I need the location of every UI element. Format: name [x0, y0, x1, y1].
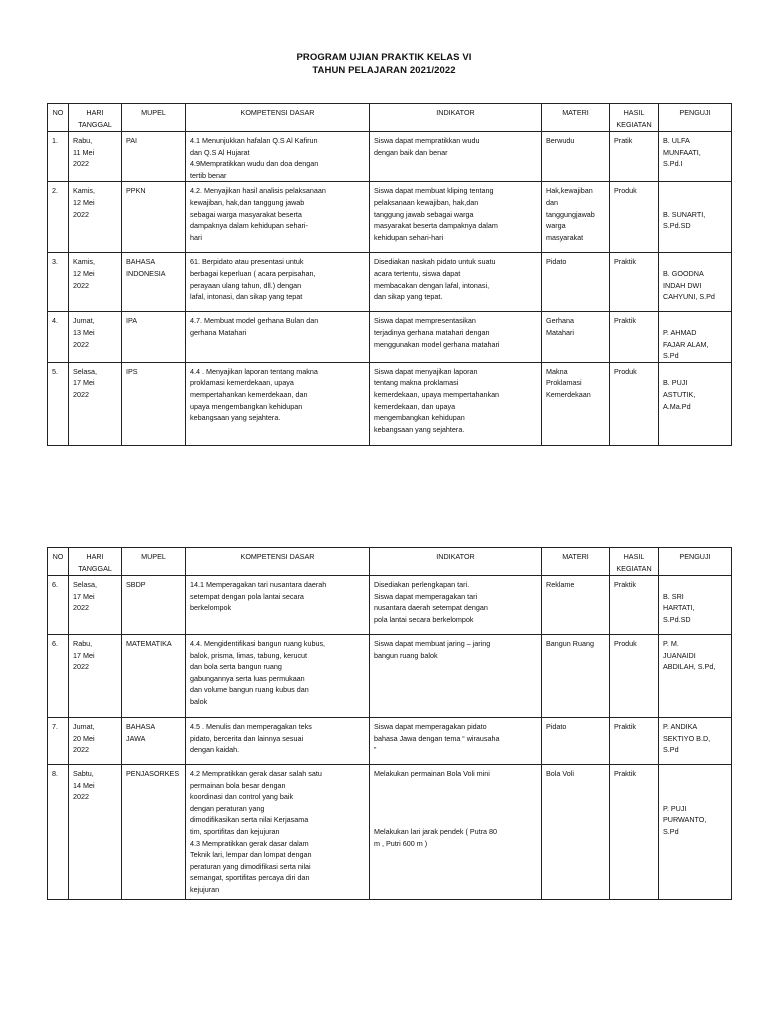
cell-hasil: Pratik	[610, 132, 659, 182]
cell-materi: Reklame	[542, 576, 610, 635]
cell-penguji: B. SRI HARTATI, S.Pd.SD	[659, 576, 732, 635]
cell-hasil: Praktik	[610, 718, 659, 765]
table-row	[48, 132, 732, 182]
cell-mupel: BAHASA INDONESIA	[122, 253, 186, 312]
cell-penguji: B. ULFA MUNFAATI, S.Pd.I	[659, 132, 732, 182]
cell-penguji: P. ANDIKA SEKTIYO B.D, S.Pd	[659, 718, 732, 765]
table-row	[48, 765, 732, 900]
cell-indikator: Disediakan naskah pidato untuk suatu acara tertentu, siswa dapat membacakan dengan lafal, intonasi, dan sikap yang tepat.	[370, 253, 542, 312]
cell-materi: Berwudu	[542, 132, 610, 182]
cell-hari: Selasa, 17 Mei 2022	[69, 576, 122, 635]
table-row	[48, 718, 732, 765]
cell-indikator: Melakukan permainan Bola Voli mini Melakukan lari jarak pendek ( Putra 80 m , Putri 600 m )	[370, 765, 542, 900]
table-row	[48, 635, 732, 718]
cell-materi: Pidato	[542, 253, 610, 312]
header-kompetensi-dasar: KOMPETENSI DASAR	[186, 548, 370, 576]
table-row	[48, 182, 732, 253]
cell-no: 2.	[48, 182, 69, 253]
header-penguji: PENGUJI	[659, 548, 732, 576]
cell-hasil: Praktik	[610, 576, 659, 635]
cell-hasil: Produk	[610, 362, 659, 445]
cell-hari: Rabu, 11 Mei 2022	[69, 132, 122, 182]
cell-materi: Pidato	[542, 718, 610, 765]
cell-materi: Hak,kewajiban dan tanggungjawab warga masyarakat	[542, 182, 610, 253]
cell-no: 7.	[48, 718, 69, 765]
schedule-table-2	[47, 547, 732, 900]
cell-no: 5.	[48, 362, 69, 445]
cell-indikator: Siswa dapat membuat jaring – jaring bangun ruang balok	[370, 635, 542, 718]
cell-indikator: Siswa dapat memperagakan pidato bahasa Jawa dengan tema “ wirausaha ”	[370, 718, 542, 765]
header-indikator: INDIKATOR	[370, 104, 542, 132]
header-no: NO	[48, 104, 69, 132]
header-no: NO	[48, 548, 69, 576]
cell-no: 8.	[48, 765, 69, 900]
cell-mupel: IPA	[122, 312, 186, 362]
header-indikator: INDIKATOR	[370, 548, 542, 576]
document-subtitle: TAHUN PELAJARAN 2021/2022	[312, 65, 456, 76]
table-row	[48, 253, 732, 312]
cell-kd: 4.4. Mengidentifikasi bangun ruang kubus, balok, prisma, limas, tabung, kerucut dan bola serta bangun ruang gabungannya serta luas permukaan dan volume bangun ruang kubus dan balok	[186, 635, 370, 718]
cell-indikator: Siswa dapat menyajikan laporan tentang makna proklamasi kemerdekaan, upaya mempertahankan kemerdekaan, dan upaya mengembangkan kehidupan kebangsaan yang sejahtera.	[370, 362, 542, 445]
cell-hasil: Produk	[610, 182, 659, 253]
cell-hari: Selasa, 17 Mei 2022	[69, 362, 122, 445]
header-hasil-kegiatan: HASIL KEGIATAN	[610, 548, 659, 576]
table-header-row	[48, 548, 732, 576]
cell-mupel: SBDP	[122, 576, 186, 635]
cell-indikator: Siswa dapat mempresentasikan terjadinya gerhana matahari dengan menggunakan model gerhana matahari	[370, 312, 542, 362]
cell-hari: Sabtu, 14 Mei 2022	[69, 765, 122, 900]
cell-hari: Jumat, 13 Mei 2022	[69, 312, 122, 362]
cell-penguji: B. SUNARTI, S.Pd.SD	[659, 182, 732, 253]
cell-hasil: Praktik	[610, 253, 659, 312]
cell-indikator: Disediakan perlengkapan tari. Siswa dapat memperagakan tari nusantara daerah setempat dengan pola lantai secara berkelompok	[370, 576, 542, 635]
cell-kd: 4.2 Mempratikkan gerak dasar salah satu permainan bola besar dengan koordinasi dan control yang baik dengan peraturan yang dimodifikasikan serta nilai Kerjasama tim, sportifitas dan kejujuran 4.3 Mempratikkan gerak dasar dalam Teknik lari, lempar dan lompat dengan peraturan yang dimodifikasi serta nilai semangat, sportifitas percaya diri dan kejujuran	[186, 765, 370, 900]
cell-penguji: B. GOODNA INDAH DWI CAHYUNI, S.Pd	[659, 253, 732, 312]
cell-mupel: PENJASORKES	[122, 765, 186, 900]
cell-no: 6.	[48, 576, 69, 635]
cell-penguji: P. AHMAD FAJAR ALAM, S.Pd	[659, 312, 732, 362]
cell-mupel: PPKN	[122, 182, 186, 253]
cell-penguji: P. PUJI PURWANTO, S.Pd	[659, 765, 732, 900]
cell-no: 3.	[48, 253, 69, 312]
header-hari-tanggal: HARI TANGGAL	[69, 548, 122, 576]
cell-materi: Gerhana Matahari	[542, 312, 610, 362]
cell-hasil: Praktik	[610, 312, 659, 362]
table-row	[48, 362, 732, 445]
table-header-row	[48, 104, 732, 132]
cell-materi: Bangun Ruang	[542, 635, 610, 718]
cell-penguji: P. M. JUANAIDI ABDILAH, S.Pd,	[659, 635, 732, 718]
cell-kd: 4.1 Menunjukkan hafalan Q.S Al Kafirun dan Q.S Al Hujarat 4.9Mempratikkan wudu dan doa dengan tertib benar	[186, 132, 370, 182]
header-materi: MATERI	[542, 104, 610, 132]
cell-materi: Bola Voli	[542, 765, 610, 900]
cell-mupel: PAI	[122, 132, 186, 182]
cell-kd: 61. Berpidato atau presentasi untuk berbagai keperluan ( acara perpisahan, perayaan ulang tahun, dll.) dengan lafal, intonasi, dan sikap yang tepat	[186, 253, 370, 312]
cell-kd: 4.4 . Menyajikan laporan tentang makna proklamasi kemerdekaan, upaya mempertahankan kemerdekaan, dan upaya mengembangkan kehidupan kebangsaan yang sejahtera.	[186, 362, 370, 445]
cell-hasil: Praktik	[610, 765, 659, 900]
cell-no: 6.	[48, 635, 69, 718]
cell-indikator: Siswa dapat mempratikkan wudu dengan baik dan benar	[370, 132, 542, 182]
cell-hari: Rabu, 17 Mei 2022	[69, 635, 122, 718]
cell-kd: 14.1 Memperagakan tari nusantara daerah setempat dengan pola lantai secara berkelompok	[186, 576, 370, 635]
cell-mupel: IPS	[122, 362, 186, 445]
cell-kd: 4.7. Membuat model gerhana Bulan dan gerhana Matahari	[186, 312, 370, 362]
cell-indikator: Siswa dapat membuat kliping tentang pelaksanaan kewajiban, hak,dan tanggung jawab sebagai warga masyarakat beserta dampaknya dalam kehidupan sehari-hari	[370, 182, 542, 253]
schedule-table-1	[47, 103, 732, 446]
cell-hari: Kamis, 12 Mei 2022	[69, 253, 122, 312]
cell-materi: Makna Proklamasi Kemerdekaan	[542, 362, 610, 445]
cell-kd: 4.5 . Menulis dan memperagakan teks pidato, bercerita dan lainnya sesuai dengan kaidah.	[186, 718, 370, 765]
document-title: PROGRAM UJIAN PRAKTIK KELAS VI	[296, 52, 472, 63]
header-penguji: PENGUJI	[659, 104, 732, 132]
header-hasil-kegiatan: HASIL KEGIATAN	[610, 104, 659, 132]
table-row	[48, 312, 732, 362]
header-kompetensi-dasar: KOMPETENSI DASAR	[186, 104, 370, 132]
cell-kd: 4.2. Menyajikan hasil analisis pelaksanaan kewajiban, hak,dan tanggung jawab sebagai warga masyarakat beserta dampaknya dalam kehidupan sehari- hari	[186, 182, 370, 253]
cell-mupel: MATEMATIKA	[122, 635, 186, 718]
header-mupel: MUPEL	[122, 104, 186, 132]
cell-hari: Jumat, 20 Mei 2022	[69, 718, 122, 765]
cell-mupel: BAHASA JAWA	[122, 718, 186, 765]
cell-penguji: B. PUJI ASTUTIK, A.Ma.Pd	[659, 362, 732, 445]
cell-hari: Kamis, 12 Mei 2022	[69, 182, 122, 253]
table-row	[48, 576, 732, 635]
header-materi: MATERI	[542, 548, 610, 576]
cell-no: 1.	[48, 132, 69, 182]
header-hari-tanggal: HARI TANGGAL	[69, 104, 122, 132]
cell-no: 4.	[48, 312, 69, 362]
cell-hasil: Produk	[610, 635, 659, 718]
header-mupel: MUPEL	[122, 548, 186, 576]
